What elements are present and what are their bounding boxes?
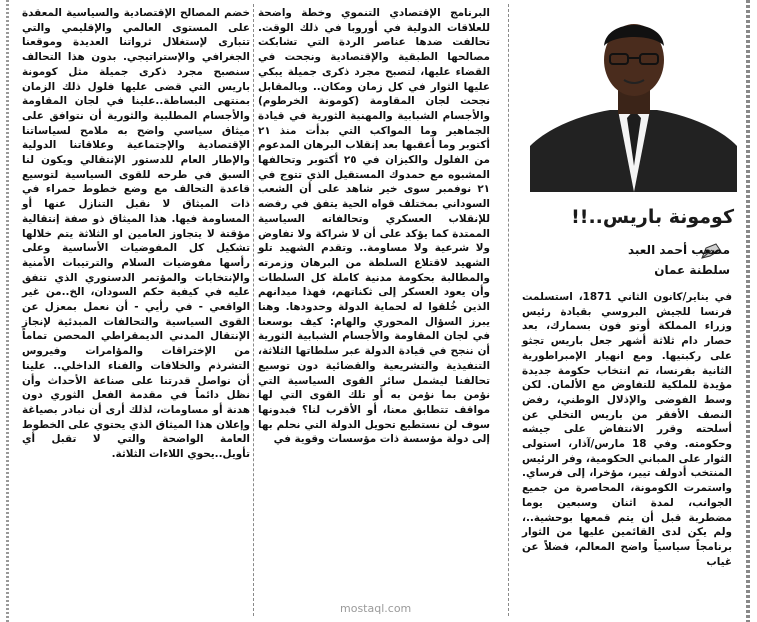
- column-divider: [253, 4, 255, 616]
- page-border-left: [6, 0, 9, 622]
- article-column-right: في يناير/كانون الثاني 1871، استسلمت فرنسا للجيش البروسي بقيادة رئيس وزراء المملكة أوتو فون بسمارك، بعد حصار دام ثلاثة أشهر جعل باريس تجثو على ركبتيها. ومع انهيار الإمبراطورية الثانية بفرنسا، تم انتخاب حكومة جديدة مؤيدة للملكية للتفاوض مع الألمان. لكن وسط الفوضى والإذلال الوطني، رفض النصف الأفقر من باريس التخلي عن أسلحته وقرر الانتفاض على جيشه وحكومته. وفي 18 مارس/آذار، استولى الثوار على المباني الحكومية، وفر الرئيس المنتخب أدولف تيير، مؤخرا، إلى فرساي. واستمرت الكومونة، المحاصرة من جميع الجوانب، لمدة اثنان وسبعين يوما مضطربة قبل أن يتم قمعها بوحشية..، ولم يكن لدى القائمين عليها من الثوار برنامجاً سياسياً واضح المعالم، فضلاً عن غياب: [522, 291, 732, 568]
- author-location: سلطنة عمان: [654, 263, 730, 277]
- article-column-middle: البرنامج الإقتصادي التنموي وخطة واضحة للعلاقات الدولية في أوروبا في ذلك الوقت. تحالفت ضدها عناصر الردة التي تشابكت مصالحها الطبقية والإقتصادية ونجحت في القضاء عليها، لتصبح مجرد ذكرى جميلة يبكي عليها الثوار في كل زمان ومكان.. وبالمقابل نجحت لجان المقاومة (كومونة الخرطوم) والأجسام الشبابية والمهنية الثورية في قيادة الجماهير وما المواكب التي بدأت منذ ٢١ أكتوبر وما أعقبها بعد إنقلاب البرهان المدعوم من الفلول والكيزان في ٢٥ أكتوبر وتحالفها المشبوه مع حمدوك المستقيل الذي تتوج في ٢١ نوفمبر سوى خير شاهد على أن الشعب السوداني بمختلف قواه الحية يتفق في رفضه للإنقلاب العسكري وتحالفاته السياسية الممتدة كما يؤكد على أن لا شراكة ولا تفاوض ولا شرعية ولا مساومة.. وتقدم الشهيد تلو الشهيد لاقتلاع السلطة من البرهان وزمرته والمطالبة بحكومة مدنية كاملة كل السلطات وأن يعود العسكر إلى ثكناتهم، فهذا ميدانهم الذين خُلقوا له لحماية الدولة وحدودها. وهنا يبرز السؤال المحوري والهام: كيف بوسعنا في لجان المقاومة والأجسام الشبابية الثورية أن ننجح في قيادة الدولة عبر سلطاتها الثلاثة، التنفيذية والتشريعية والقضائية دون توسيع تحالفنا ليشمل سائر القوى السياسية التي نؤمن بما نؤمن به أو تلك القوى التي لها مواقف تتطابق معنا، أو الأقرب لنا؟ فبدونها سوف لن نستطيع تحويل الدولة التي نحلم بها إلى دولة مؤسسة ذات مؤسسات وقوية في: [258, 7, 490, 446]
- column-divider: [508, 4, 510, 616]
- author-portrait-icon: [530, 6, 737, 192]
- page-border-right: [746, 0, 750, 622]
- article-column-left: خضم المصالح الإقتصادية والسياسية المعقدة على المستوى العالمي والإقليمي والتي تتبارى لإستغلال ثرواتنا العديدة وموقعنا الجغرافي والإستراتيجي. بدون هذا التحالف سنصبح مجرد ذكرى جميلة مثل كومونة باريس التي قضى عليها فلول ذلك الزمان بمنتهى البساطة..علينا في لجان المقاومة والأجسام المطلبية والثورية أن نتوافق على ميثاق سياسي واضح به ملامح لسياساتنا الإقتصادية والإجتماعية وعلاقاتنا الدولية والإطار العام للدستور الإنتقالي ويكون لنا السبق في طرحه للقوى السياسية لتوسيع قاعدة التحالف مع وضع خطوط حمراء في ذات الميثاق لا نقبل التنازل عنها أو المساومة فيها. هذا الميثاق ذو صفة إنتقالية مؤقتة لا يتجاوز العامين او الثلاثة يتم خلالها تشكيل كل المفوضيات الأساسية وعلى رأسها مفوضيات السلام والترتيبات الأمنية والإنتخابات والمؤتمر الدستوري الذي تتفق عليه في كيفية حكم السودان، الخ..من غير الواقعي - في رأيي - أن نعمل بمعزل عن القوى السياسية والتحالفات المبدئية لإنجاز الإنتقال المدني الديمقراطي المحصن تماماً من الإختراقات والمؤامرات وفيروس التشرذم والخلافات والفناء الداخلي.. علينا أن نواصل قدرتنا على صناعة الأحداث وأن نظل دائماً في مقدمة الفعل الثوري دون هدنة أو مساومات، لذلك أرى أن نبادر بصياغة وإعلان هذا الميثاق الذي يحتوي على الخطوط العامة الواضحة والتي لا تقبل أي تأويل..يحوي اللاءات الثلاثة.: [22, 7, 250, 461]
- author-name: مصعب أحمد العبد: [627, 243, 730, 257]
- byline: [540, 240, 730, 280]
- watermark: mostaql.com: [340, 602, 412, 615]
- author-photo: [530, 6, 737, 192]
- article-title: كومونة باريس..!!: [571, 206, 734, 228]
